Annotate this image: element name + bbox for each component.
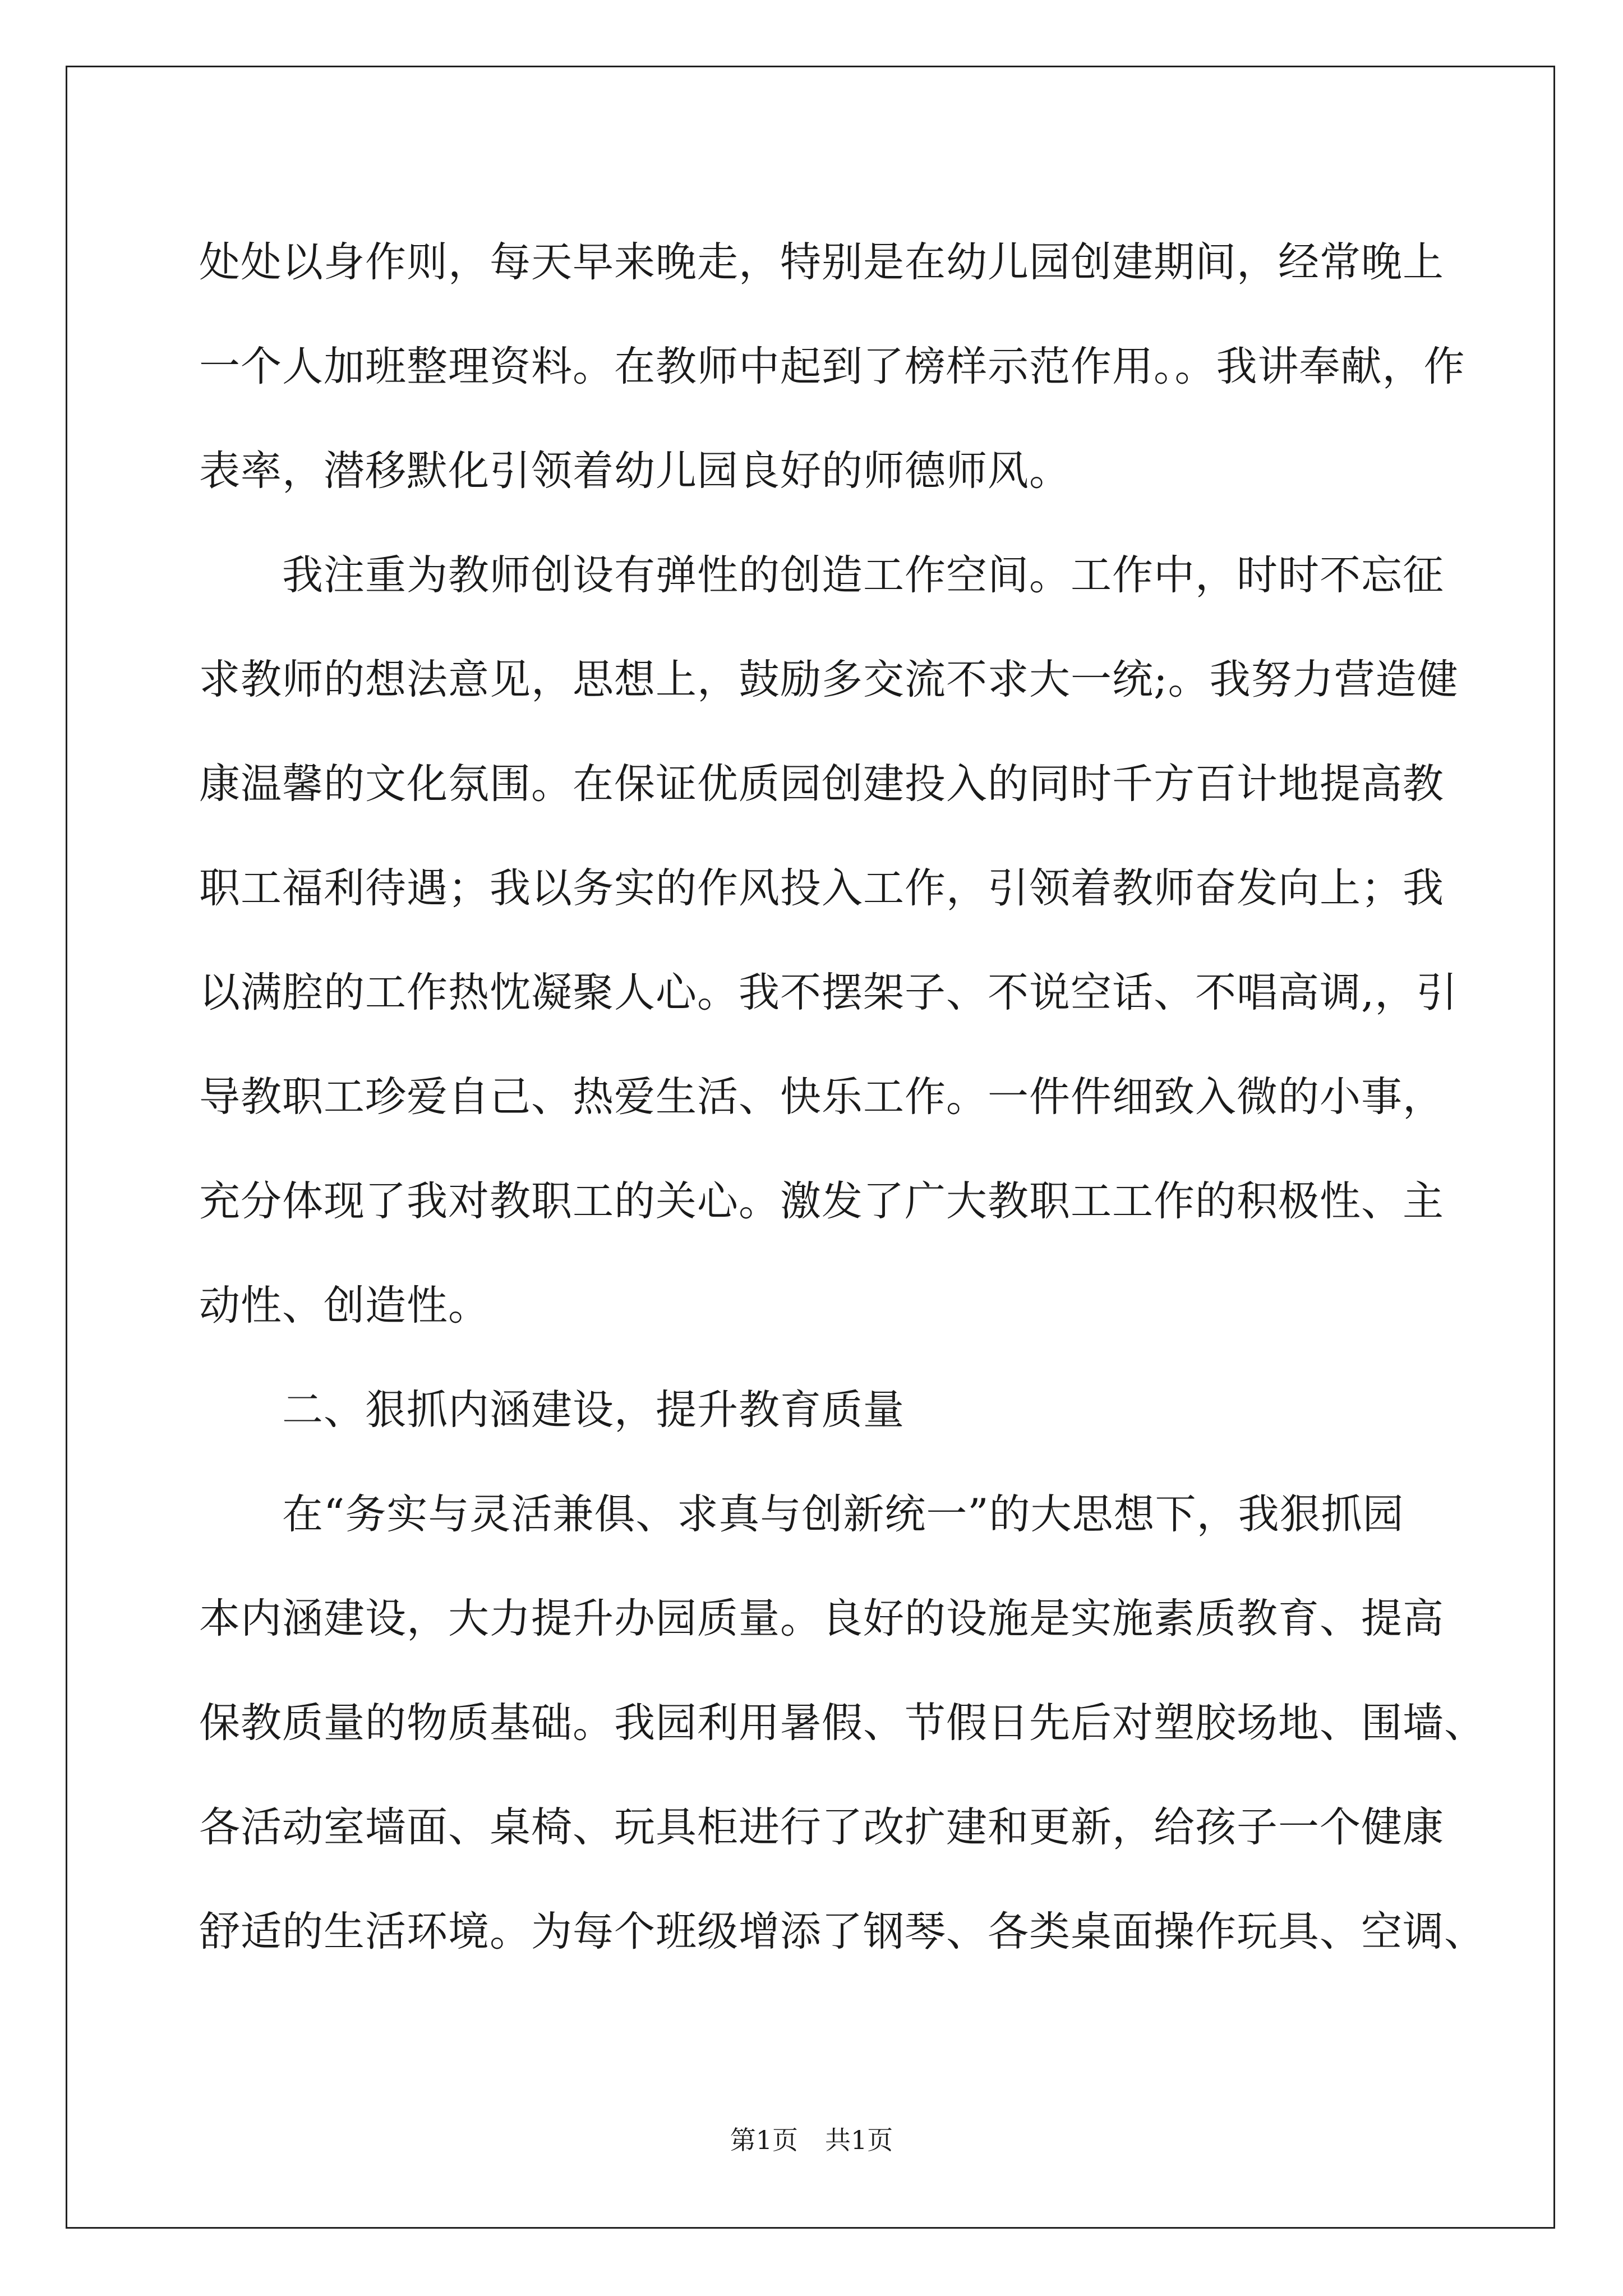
text-line: 本内涵建设，大力提升办园质量。良好的设施是实施素质教育、提高 <box>199 1595 1444 1642</box>
text-line: 一个人加班整理资料。在教师中起到了榜样示范作用。。我讲奉献，作 <box>199 343 1465 390</box>
section-heading: 二、狠抓内涵建设，提升教育质量 <box>199 1386 905 1434</box>
page-footer <box>0 2123 1623 2157</box>
document-body <box>199 210 1486 1984</box>
text-line: 保教质量的物质基础。我园利用暑假、节假日先后对塑胶场地、围墙、 <box>199 1699 1486 1747</box>
text-line: 我注重为教师创设有弹性的创造工作空间。工作中，时时不忘征 <box>199 551 1444 599</box>
text-line: 求教师的想法意见，思想上，鼓励多交流不求大一统;。我努力营造健 <box>199 656 1459 703</box>
page-number: 第1页 <box>730 2125 798 2155</box>
text-line: 充分体现了我对教职工的关心。激发了广大教职工工作的积极性、主 <box>199 1177 1444 1225</box>
text-line: 康温馨的文化氛围。在保证优质园创建投入的同时千方百计地提高教 <box>199 760 1444 808</box>
text-line: 职工福利待遇；我以务实的作风投入工作，引领着教师奋发向上；我 <box>199 864 1444 912</box>
page-total: 共1页 <box>825 2125 893 2155</box>
text-line: 舒适的生活环境。为每个班级增添了钢琴、各类桌面操作玩具、空调、 <box>199 1908 1486 1955</box>
text-line: 各活动室墙面、桌椅、玩具柜进行了改扩建和更新，给孩子一个健康 <box>199 1803 1444 1851</box>
text-line: 在“务实与灵活兼俱、求真与创新统一”的大思想下，我狠抓园 <box>199 1490 1404 1538</box>
text-line: 处处以身作则，每天早来晚走，特别是在幼儿园创建期间，经常晚上 <box>199 238 1444 286</box>
text-line: 动性、创造性。 <box>199 1282 490 1329</box>
text-line: 以满腔的工作热忱凝聚人心。我不摆架子、不说空话、不唱高调,，引 <box>199 969 1458 1016</box>
text-line: 表率，潜移默化引领着幼儿园良好的师德师风。 <box>199 447 1071 495</box>
text-line: 导教职工珍爱自己、热爱生活、快乐工作。一件件细致入微的小事， <box>199 1073 1444 1121</box>
